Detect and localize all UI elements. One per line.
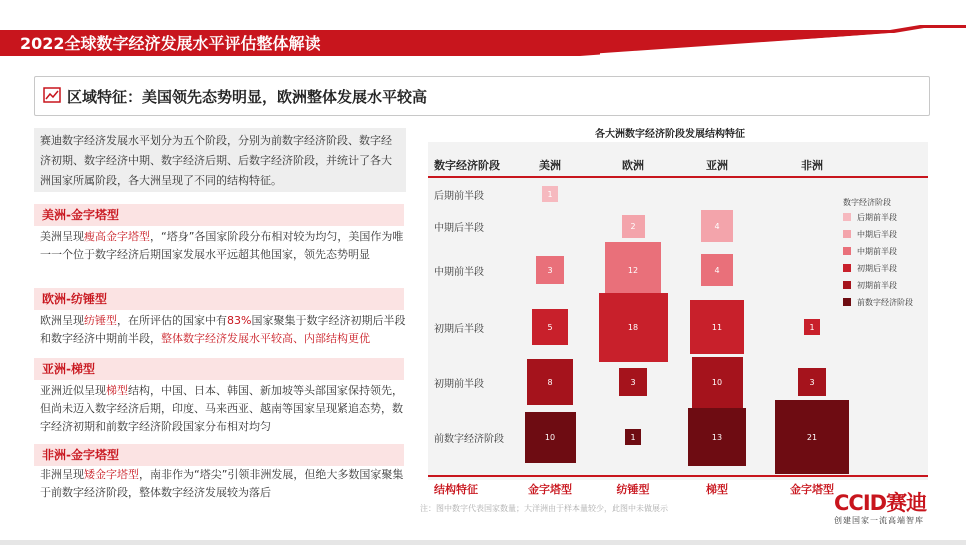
value-square: 18 bbox=[599, 293, 668, 362]
header-decoration bbox=[560, 25, 966, 57]
card-highlight: 纺锤型 bbox=[84, 314, 117, 327]
card-title-asia: 亚洲-梯型 bbox=[34, 358, 404, 380]
legend-label: 中期后半段 bbox=[857, 230, 897, 239]
page-edge bbox=[0, 540, 966, 545]
card-text: 亚洲近似呈现 bbox=[40, 384, 106, 397]
legend-swatch bbox=[843, 264, 851, 272]
value-square: 10 bbox=[692, 357, 743, 408]
row-label: 初期后半段 bbox=[434, 324, 484, 335]
ccid-logo bbox=[834, 491, 954, 531]
value-square: 4 bbox=[701, 210, 733, 242]
legend-item bbox=[843, 229, 897, 240]
legend-item bbox=[843, 297, 913, 308]
legend-swatch bbox=[843, 230, 851, 238]
value-square: 10 bbox=[525, 412, 576, 463]
card-text: 非洲呈现 bbox=[40, 468, 84, 481]
column-header: 非洲 bbox=[801, 159, 823, 172]
value-square: 3 bbox=[798, 368, 826, 396]
legend-item bbox=[843, 280, 897, 291]
row-label: 中期后半段 bbox=[434, 223, 484, 234]
column-header: 美洲 bbox=[539, 159, 561, 172]
card-body-asia bbox=[40, 382, 406, 436]
legend-swatch bbox=[843, 281, 851, 289]
card-title-africa: 非洲-金字塔型 bbox=[34, 444, 404, 466]
trend-chart-icon bbox=[43, 87, 61, 103]
intro-text: 赛迪数字经济发展水平划分为五个阶段，分别为前数字经济阶段、数字经济初期、数字经济中期、数字经济后期、后数字经济阶段，并统计了各大洲国家所属阶段，各大洲呈现了不同的结构特征。 bbox=[34, 128, 406, 192]
card-text: 结构，中国、日本、韩国、新加坡等头部国家保持领先，但尚未迈入数字经济后期，印度、马来西亚、越南等国家呈现紧追态势，数字经济初期和前数字经济阶段国家分布相对均匀 bbox=[40, 384, 403, 433]
row-label: 后期前半段 bbox=[434, 191, 484, 202]
card-text: ，在所评估的国家中有 bbox=[117, 314, 227, 327]
card-text: 国家聚集于数字经济初期后半段和数字经济中期前半段， bbox=[40, 314, 406, 345]
structure-label: 金字塔型 bbox=[790, 483, 834, 496]
header-rule bbox=[428, 176, 928, 178]
legend-label: 中期前半段 bbox=[857, 247, 897, 256]
section-title: 区域特征：美国领先态势明显，欧洲整体发展水平较高 bbox=[67, 88, 428, 106]
chart-note: 注：图中数字代表国家数量；大洋洲由于样本量较少，此图中未做展示 bbox=[420, 504, 668, 513]
value-square: 1 bbox=[625, 429, 641, 445]
card-text: ，南非作为“塔尖”引领非洲发展，但绝大多数国家聚集于前数字经济阶段，整体数字经济发展较为落后 bbox=[40, 468, 404, 499]
value-square: 2 bbox=[622, 215, 645, 238]
footer-label: 结构特征 bbox=[434, 483, 478, 496]
legend-label: 初期后半段 bbox=[857, 264, 897, 273]
value-square: 8 bbox=[527, 359, 573, 405]
legend-item bbox=[843, 263, 897, 274]
value-square: 12 bbox=[605, 242, 661, 298]
legend-title: 数字经济阶段 bbox=[843, 198, 891, 207]
card-text: 欧洲呈现 bbox=[40, 314, 84, 327]
logo-wordmark: CCID赛迪 bbox=[834, 491, 927, 515]
card-highlight: 瘦高金字塔型 bbox=[84, 230, 150, 243]
column-header: 亚洲 bbox=[706, 159, 728, 172]
value-square: 21 bbox=[775, 400, 849, 474]
legend-label: 前数字经济阶段 bbox=[857, 298, 913, 307]
header-banner bbox=[0, 25, 966, 57]
page-title: 2022全球数字经济发展水平评估整体解读 bbox=[20, 34, 321, 53]
card-highlight: 梯型 bbox=[106, 384, 128, 397]
card-text: 美洲呈现 bbox=[40, 230, 84, 243]
card-body-africa bbox=[40, 466, 406, 502]
row-label: 初期前半段 bbox=[434, 379, 484, 390]
footer-rule bbox=[428, 475, 928, 477]
value-square: 5 bbox=[532, 309, 568, 345]
card-highlight: 矮金字塔型 bbox=[84, 468, 139, 481]
card-title-americas: 美洲-金字塔型 bbox=[34, 204, 404, 226]
legend-item bbox=[843, 212, 897, 223]
legend-label: 后期前半段 bbox=[857, 213, 897, 222]
value-square: 1 bbox=[542, 186, 558, 202]
card-body-europe bbox=[40, 312, 406, 348]
row-label: 中期前半段 bbox=[434, 267, 484, 278]
value-square: 4 bbox=[701, 254, 733, 286]
legend-item bbox=[843, 246, 897, 257]
legend-swatch bbox=[843, 298, 851, 306]
structure-label: 纺锤型 bbox=[616, 483, 650, 496]
column-header: 欧洲 bbox=[622, 159, 644, 172]
row-label: 前数字经济阶段 bbox=[434, 434, 504, 445]
card-text: ，“塔身”各国家阶段分布相对较为均匀，美国作为唯一一个位于数字经济后期国家发展水平远超其他国家，领先态势明显 bbox=[40, 230, 404, 261]
card-body-americas bbox=[40, 228, 406, 264]
legend-label: 初期前半段 bbox=[857, 281, 897, 290]
section-heading-box bbox=[34, 76, 930, 116]
structure-label: 梯型 bbox=[706, 483, 728, 496]
chart-title: 各大洲数字经济阶段发展结构特征 bbox=[595, 129, 745, 140]
value-square: 13 bbox=[688, 408, 746, 466]
row-header: 数字经济阶段 bbox=[434, 159, 500, 172]
value-square: 3 bbox=[619, 368, 647, 396]
legend-swatch bbox=[843, 247, 851, 255]
structure-label: 金字塔型 bbox=[528, 483, 572, 496]
card-highlight: 整体数字经济发展水平较高、内部结构更优 bbox=[161, 332, 370, 345]
value-square: 11 bbox=[690, 300, 744, 354]
legend-swatch bbox=[843, 213, 851, 221]
logo-tagline: 创建国家一流高端智库 bbox=[834, 516, 924, 525]
card-highlight: 83% bbox=[227, 314, 252, 327]
value-square: 3 bbox=[536, 256, 564, 284]
card-title-europe: 欧洲-纺锤型 bbox=[34, 288, 404, 310]
value-square: 1 bbox=[804, 319, 820, 335]
